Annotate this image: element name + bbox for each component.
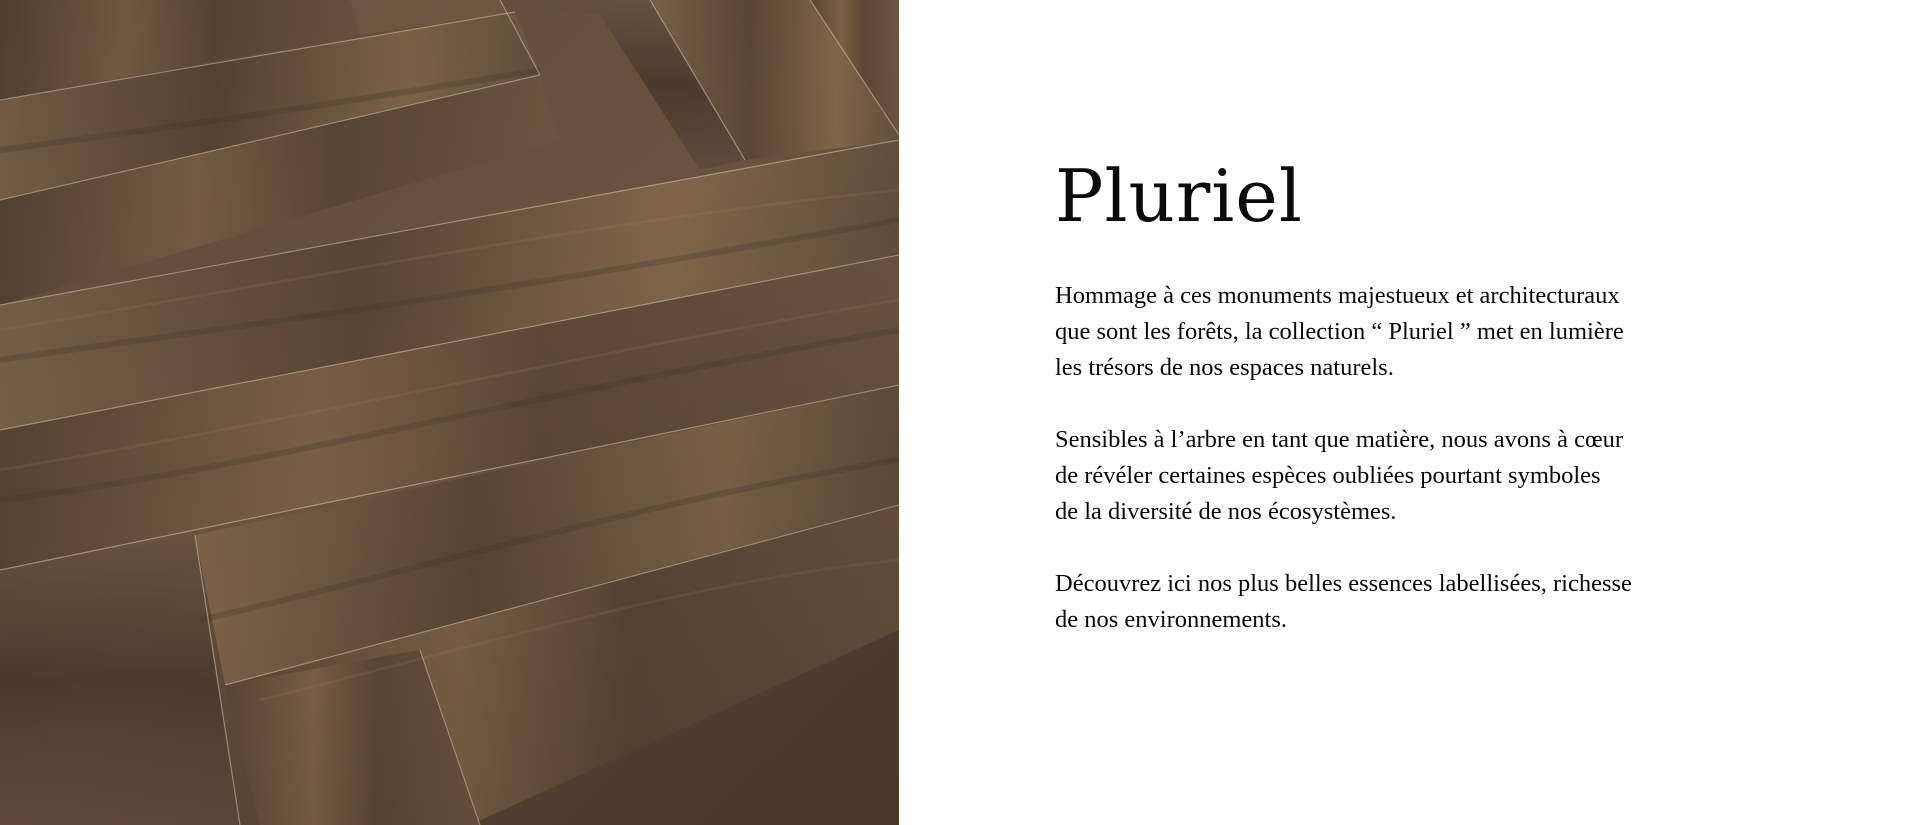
collection-text-block: [1055, 154, 1675, 638]
intro-paragraph: Hommage à ces monuments majestueux et architecturaux que sont les forêts, la collection “ Pluriel ” met en lumière les trésors de nos espaces naturels.: [1055, 282, 1624, 381]
discover-paragraph: Découvrez ici nos plus belles essences labellisées, richesse de nos environnements.: [1055, 570, 1632, 633]
herringbone-walnut-parquet-photo: [0, 0, 899, 825]
page-title: Pluriel: [1055, 154, 1303, 238]
values-paragraph: Sensibles à l’arbre en tant que matière, nous avons à cœur de révéler certaines espèces oubliées pourtant symboles de la diversité de nos écosystèmes.: [1055, 426, 1624, 525]
collection-content: [899, 0, 1920, 825]
parquet-photo: [0, 0, 899, 825]
